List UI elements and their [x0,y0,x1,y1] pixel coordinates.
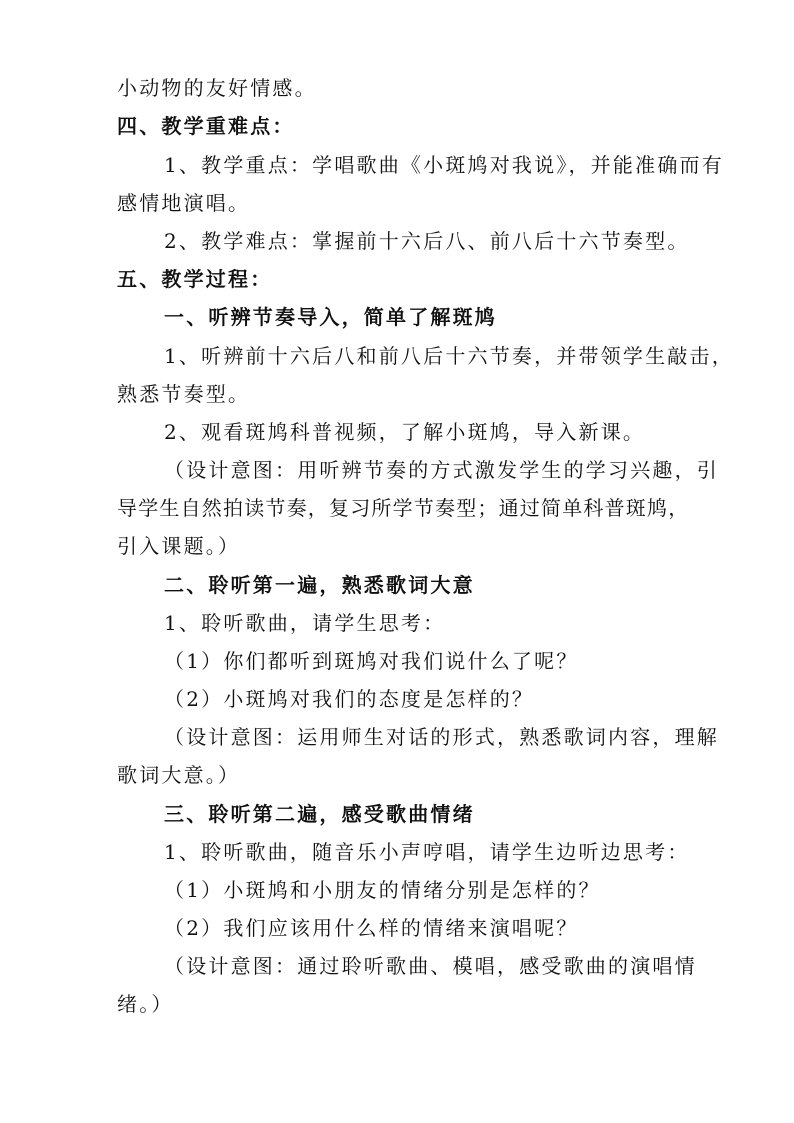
design-note-line-1: （设计意图：用听辨节奏的方式激发学生的学习兴趣，引 [164,458,719,482]
design-note-line-5: 歌词大意。） [117,763,241,787]
design-note-line-2: 导学生自然拍读节奏，复习所学节奏型；通过简单科普斑鸠， [117,496,690,520]
text-line-17: （2）小斑鸠对我们的态度是怎样的？ [164,687,535,711]
text-line-10: 2、观看斑鸠科普视频，了解小斑鸠，导入新课。 [164,420,646,444]
text-line-4: 感情地演唱。 [117,191,251,215]
text-line-22: （1）小斑鸠和小朋友的情绪分别是怎样的？ [164,878,601,902]
text-line-1: 小动物的友好情感。 [117,76,317,100]
text-line-16: （1）你们都听到斑鸠对我们说什么了呢？ [164,649,579,673]
subsection-heading-1: 一、听辨节奏导入，简单了解斑鸠 [164,305,497,329]
subsection-heading-3: 三、聆听第二遍，感受歌曲情绪 [164,802,475,826]
subsection-heading-2: 二、聆听第一遍，熟悉歌词大意 [164,573,475,597]
text-line-23: （2）我们应该用什么样的情绪来演唱呢？ [164,916,579,940]
design-note-line-7: 绪。） [117,992,174,1016]
section-heading-5: 五、教学过程： [117,267,273,291]
text-line-9: 熟悉节奏型。 [117,382,251,406]
design-note-line-3: 引入课题。） [117,534,241,558]
design-note-line-6: （设计意图：通过聆听歌曲、模唱，感受歌曲的演唱情 [164,954,697,978]
design-note-line-4: （设计意图：运用师生对话的形式，熟悉歌词内容，理解 [164,725,719,749]
text-line-21: 1、聆听歌曲，随音乐小声哼唱，请学生边听边思考： [164,840,690,864]
text-line-5: 2、教学难点：掌握前十六后八、前八后十六节奏型。 [164,229,690,253]
text-line-8: 1、听辨前十六后八和前八后十六节奏，并带领学生敲击， [164,344,734,368]
text-line-15: 1、聆听歌曲，请学生思考： [164,611,446,635]
section-heading-4: 四、教学重难点： [117,114,295,138]
text-line-3: 1、教学重点：学唱歌曲《小斑鸠对我说》，并能准确而有 [164,153,724,177]
